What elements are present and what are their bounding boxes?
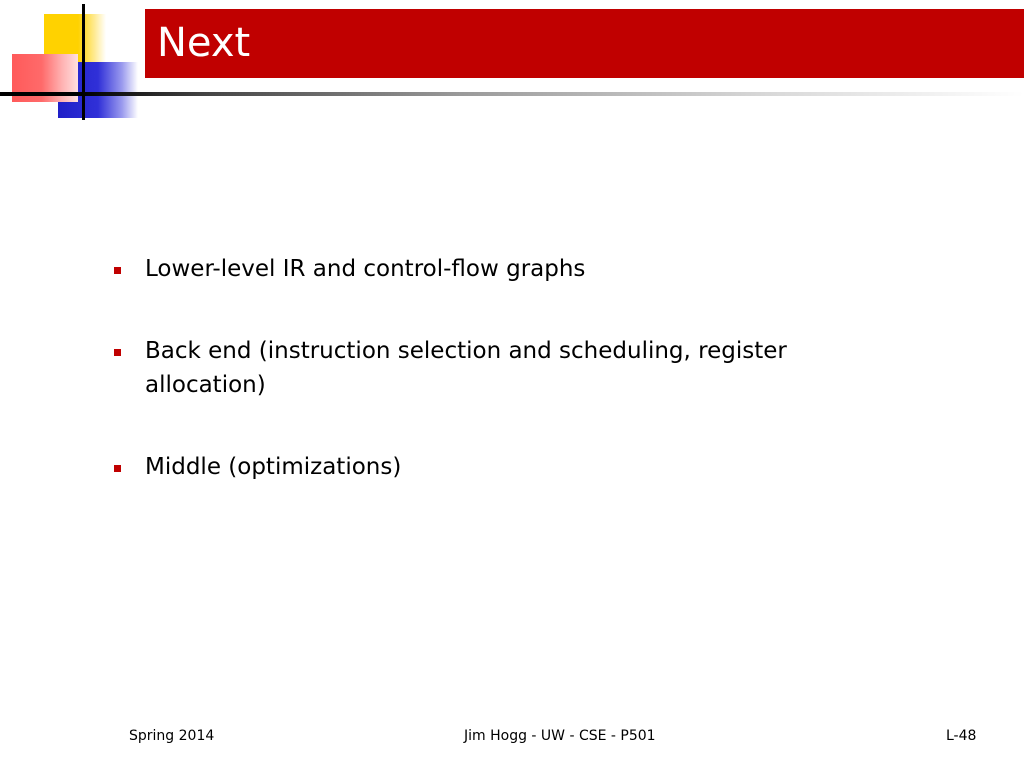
bullet-square-icon — [114, 267, 121, 274]
bullet-text: Lower-level IR and control-flow graphs — [145, 256, 586, 282]
bullet-text: Middle (optimizations) — [145, 454, 402, 480]
slide-title: Next — [157, 20, 251, 66]
bullet-text: Back end (instruction selection and scheduling, register allocation) — [145, 338, 787, 398]
bullet-square-icon — [114, 349, 121, 356]
footer-date: Spring 2014 — [129, 728, 215, 744]
bullet-item — [145, 450, 905, 484]
title-underline — [0, 92, 1024, 96]
bullet-item — [145, 334, 905, 402]
bullet-square-icon — [114, 465, 121, 472]
bullet-item — [145, 252, 905, 286]
bullet-list — [145, 252, 905, 532]
footer-author: Jim Hogg - UW - CSE - P501 — [464, 728, 656, 744]
logo-vertical-line — [82, 4, 85, 120]
footer-slide-number: L-48 — [946, 728, 977, 744]
title-bar — [145, 9, 1024, 78]
